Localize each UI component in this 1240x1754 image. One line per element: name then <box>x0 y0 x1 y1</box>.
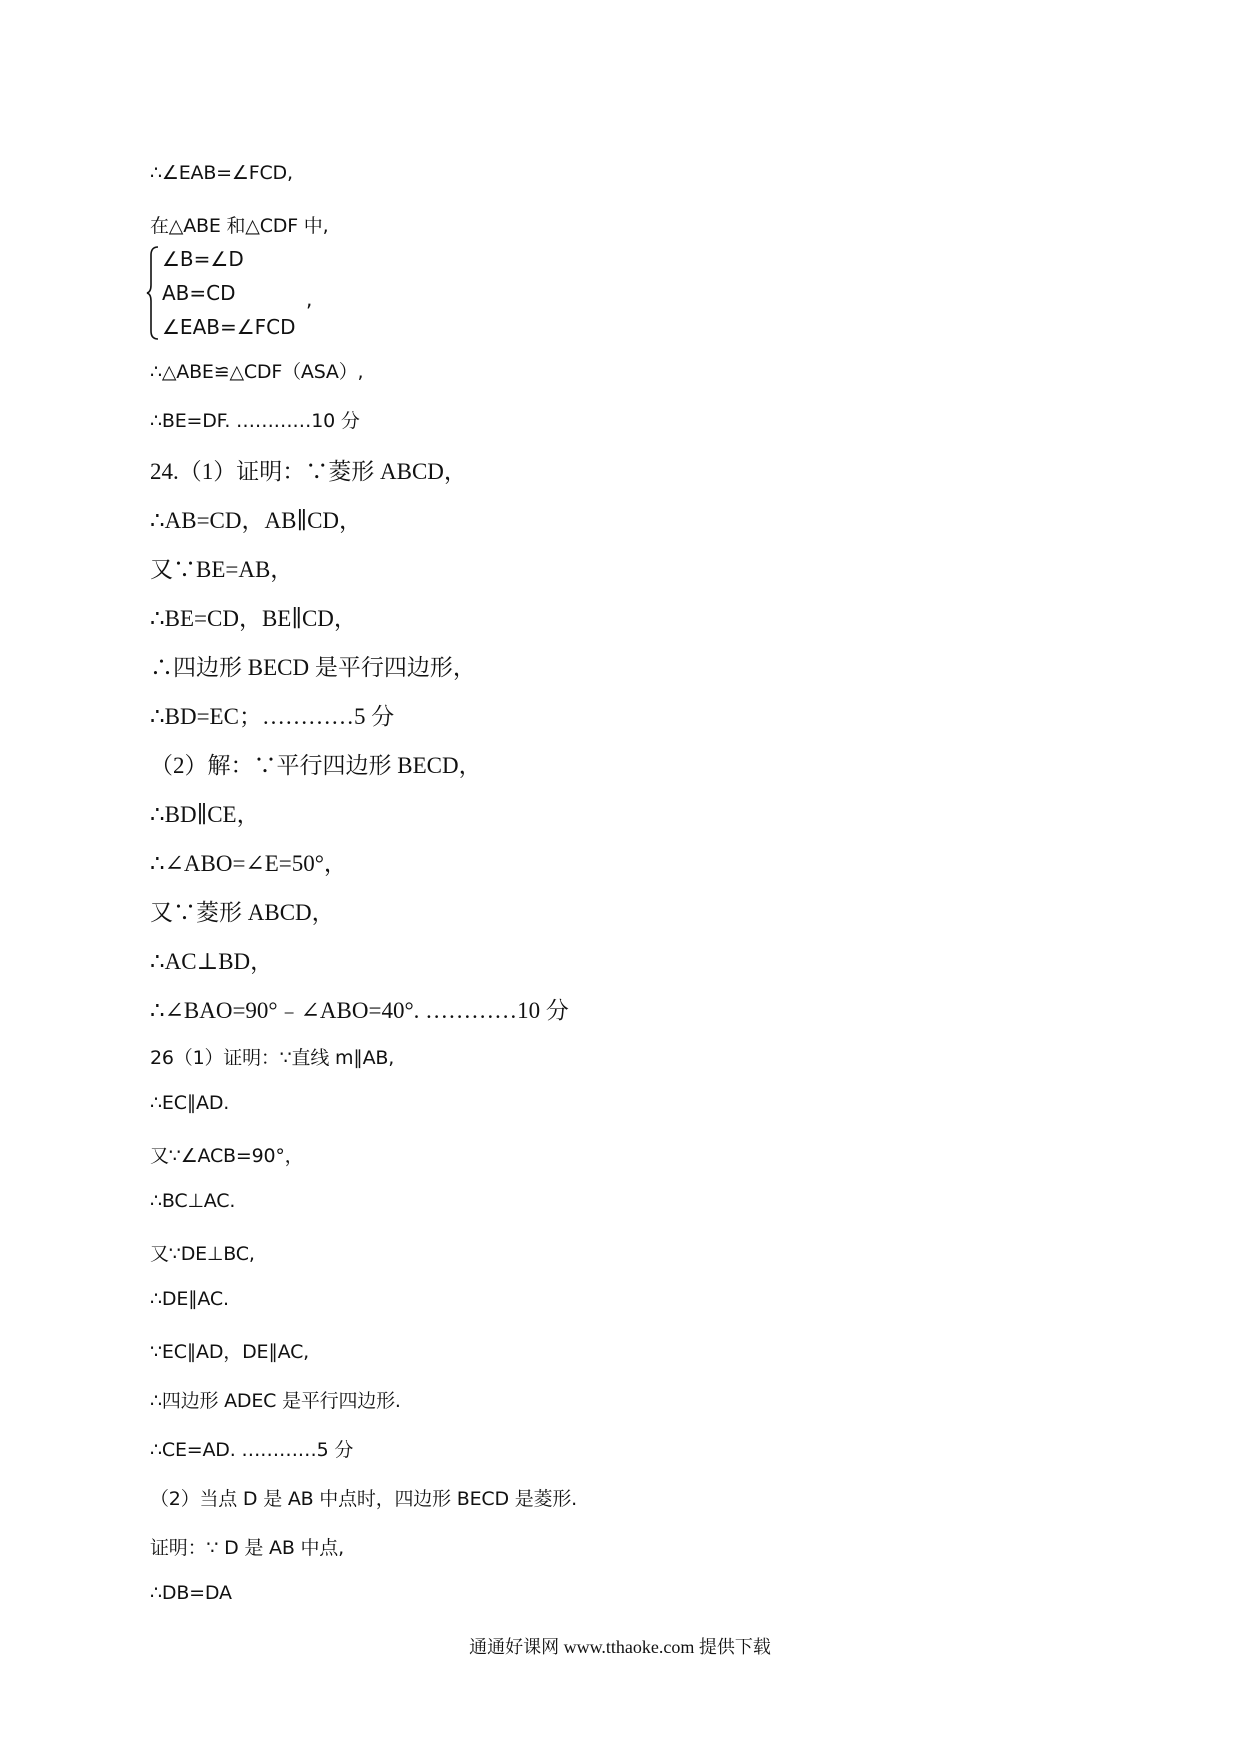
text-line: ∴BD=EC；…………5 分 <box>150 704 395 729</box>
equation-row: AB=CD <box>162 281 236 305</box>
text-line: 又∵BE=AB， <box>150 557 294 582</box>
page-footer: 通通好课网 www.tthaoke.com 提供下载 <box>469 1637 771 1657</box>
text-line: ∴∠BAO=90°﹣∠ABO=40°. …………10 分 <box>150 998 569 1023</box>
text-line: ∴△ABE≌△CDF（ASA）, <box>150 361 364 383</box>
text-line: 又∵DE⊥BC, <box>150 1243 255 1265</box>
text-line: （2）当点 D 是 AB 中点时，四边形 BECD 是菱形. <box>150 1488 577 1510</box>
text-line: ∴∠ABO=∠E=50°， <box>150 851 347 876</box>
text-line: ∴BD∥CE， <box>150 802 260 827</box>
text-line: （2）解：∵平行四边形 BECD， <box>150 753 482 778</box>
left-brace-icon <box>146 245 160 341</box>
text-line: ∴DB=DA <box>150 1582 232 1604</box>
text-line: ∵EC∥AD，DE∥AC, <box>150 1341 309 1363</box>
text-line: ∴BE=CD，BE∥CD， <box>150 606 357 631</box>
equation-row: ∠EAB=∠FCD <box>162 315 296 339</box>
text-line: ∴CE=AD. …………5 分 <box>150 1439 354 1461</box>
text-line: ∴∠EAB=∠FCD, <box>150 162 293 184</box>
text-line: 又∵∠ACB=90°， <box>150 1145 304 1167</box>
text-line: 又∵菱形 ABCD， <box>150 900 335 925</box>
text-line: ∴四边形 BECD 是平行四边形， <box>150 655 476 680</box>
text-line: ∴DE∥AC. <box>150 1288 229 1310</box>
text-line: 证明：∵ D 是 AB 中点, <box>150 1537 344 1559</box>
text-line: ∴EC∥AD. <box>150 1092 230 1114</box>
text-line: ∴四边形 ADEC 是平行四边形. <box>150 1390 401 1412</box>
equation-row: ∠B=∠D <box>162 247 244 271</box>
text-line: ∴BE=DF. …………10 分 <box>150 410 360 432</box>
text-line: ∴AC⊥BD， <box>150 949 274 974</box>
text-line: 24.（1）证明：∵菱形 ABCD， <box>150 459 467 484</box>
system-comma: , <box>306 287 313 311</box>
text-line: 在△ABE 和△CDF 中, <box>150 215 329 237</box>
text-line: 26（1）证明：∵直线 m∥AB, <box>150 1047 395 1069</box>
text-line: ∴AB=CD，AB∥CD， <box>150 508 363 533</box>
text-line: ∴BC⊥AC. <box>150 1190 236 1212</box>
